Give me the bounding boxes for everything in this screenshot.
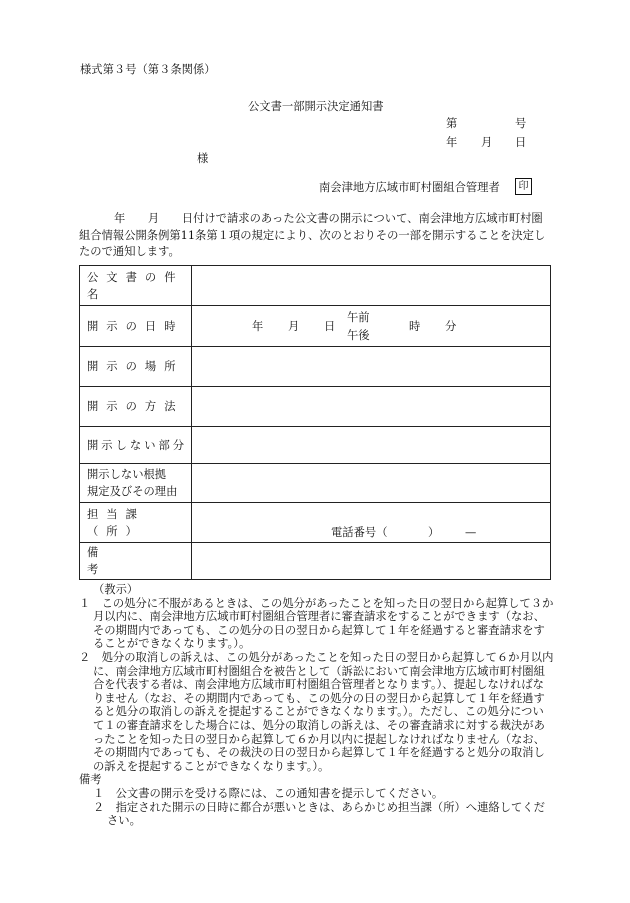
dt-month: 月 bbox=[288, 320, 300, 333]
seal-stamp: 印 bbox=[515, 178, 532, 195]
addressee-suffix: 様 bbox=[197, 152, 209, 165]
label-disclosure-datetime: 開示の日時 bbox=[80, 306, 192, 347]
label-document-subject: 公文書の件名 bbox=[80, 266, 192, 306]
table-row bbox=[80, 347, 551, 387]
remarks-item: １ 公文書の開示を受ける際には、この通知書を提示してください。 bbox=[93, 786, 444, 800]
notes-heading: （教示） bbox=[93, 583, 139, 596]
label-disclosure-method: 開示の方法 bbox=[80, 387, 192, 427]
form-id: 様式第３号（第３条関係） bbox=[80, 63, 216, 76]
value-disclosure-place[interactable] bbox=[192, 347, 551, 387]
value-remarks[interactable] bbox=[192, 543, 551, 580]
notes-section bbox=[79, 583, 554, 828]
date-year-label: 年 bbox=[446, 136, 458, 149]
dt-day: 日 bbox=[324, 320, 336, 333]
value-department[interactable] bbox=[192, 503, 551, 543]
notes-item: ２ 処分の取消しの訴えは、この処分があったことを知った日の翌日から起算して６か月以内に、南会津地方広域市町村圏組合を被告として（訴訟において南会津地方広域市町村圏組合を代表する者は、南会津地方広域市町村圏組合管理者となります。）、提起しなければなりません（なお、その期間内であっても、この処分の日の翌日から起算して１年を経過すると処分の取消しの訴えを提起することができなくなります。）。ただし、この処分について１の審査請求をした場合には、処分の取消しの訴えは、その審査請求に対する裁決があったことを知った日の翌日から起算して６か月以内に提起しなければなりません（なお、その期間内であっても、その裁決の日の翌日から起算して１年を経過すると処分の取消しの訴えを提起することができなくなります。）。 bbox=[79, 650, 554, 773]
date-month-label: 月 bbox=[481, 136, 493, 149]
table-row bbox=[80, 306, 551, 347]
dt-hour: 時 bbox=[409, 320, 421, 333]
table-row bbox=[80, 464, 551, 503]
label-department: 担当課（所） bbox=[80, 503, 192, 543]
table-row bbox=[80, 427, 551, 464]
dt-pm: 午後 bbox=[347, 329, 370, 342]
notes-item: １ この処分に不服があるときは、この処分があったことを知った日の翌日から起算して３か月以内に、南会津地方広域市町村圏組合管理者に審査請求をすることができます（なお、その期間内であっても、この処分の日の翌日から起算して１年を経過すると審査請求をすることができなくなります。）。 bbox=[79, 596, 554, 651]
number-suffix: 号 bbox=[515, 117, 527, 130]
number-prefix: 第 bbox=[446, 117, 458, 130]
document-title: 公文書一部開示決定通知書 bbox=[248, 100, 384, 113]
disclosure-table bbox=[79, 265, 551, 580]
table-row bbox=[80, 543, 551, 580]
phone-label: 電話番号（ bbox=[331, 526, 388, 539]
label-remarks: 備考 bbox=[80, 543, 192, 580]
value-disclosure-method[interactable] bbox=[192, 387, 551, 427]
phone-dash: — bbox=[465, 526, 477, 539]
table-row bbox=[80, 266, 551, 306]
table-row bbox=[80, 503, 551, 543]
remarks-heading: 備考 bbox=[79, 773, 102, 787]
value-undisclosed-part[interactable] bbox=[192, 427, 551, 464]
dt-year: 年 bbox=[252, 320, 264, 333]
label-undisclosed-reason: 開示しない根拠 規定及びその理由 bbox=[80, 464, 192, 503]
remarks-item: ２ 指定された開示の日時に都合が悪いときは、あらかじめ担当課（所）へ連絡してください。 bbox=[93, 800, 545, 828]
dt-minute: 分 bbox=[445, 320, 457, 333]
date-day-label: 日 bbox=[515, 136, 527, 149]
issuer-name: 南会津地方広域市町村圏組合管理者 bbox=[319, 181, 500, 194]
value-document-subject[interactable] bbox=[192, 266, 551, 306]
table-row bbox=[80, 387, 551, 427]
value-disclosure-datetime[interactable] bbox=[192, 306, 551, 347]
dt-am: 午前 bbox=[347, 311, 370, 324]
label-disclosure-place: 開示の場所 bbox=[80, 347, 192, 387]
phone-close: ） bbox=[428, 526, 440, 539]
label-undisclosed-part: 開示しない部分 bbox=[80, 427, 192, 464]
value-undisclosed-reason[interactable] bbox=[192, 464, 551, 503]
intro-paragraph: 年 月 日付けで請求のあった公文書の開示について、南会津地方広域市町村圏組合情報公開条例第11条第１項の規定により、次のとおりその一部を開示することを決定したので通知します。 bbox=[79, 212, 546, 258]
